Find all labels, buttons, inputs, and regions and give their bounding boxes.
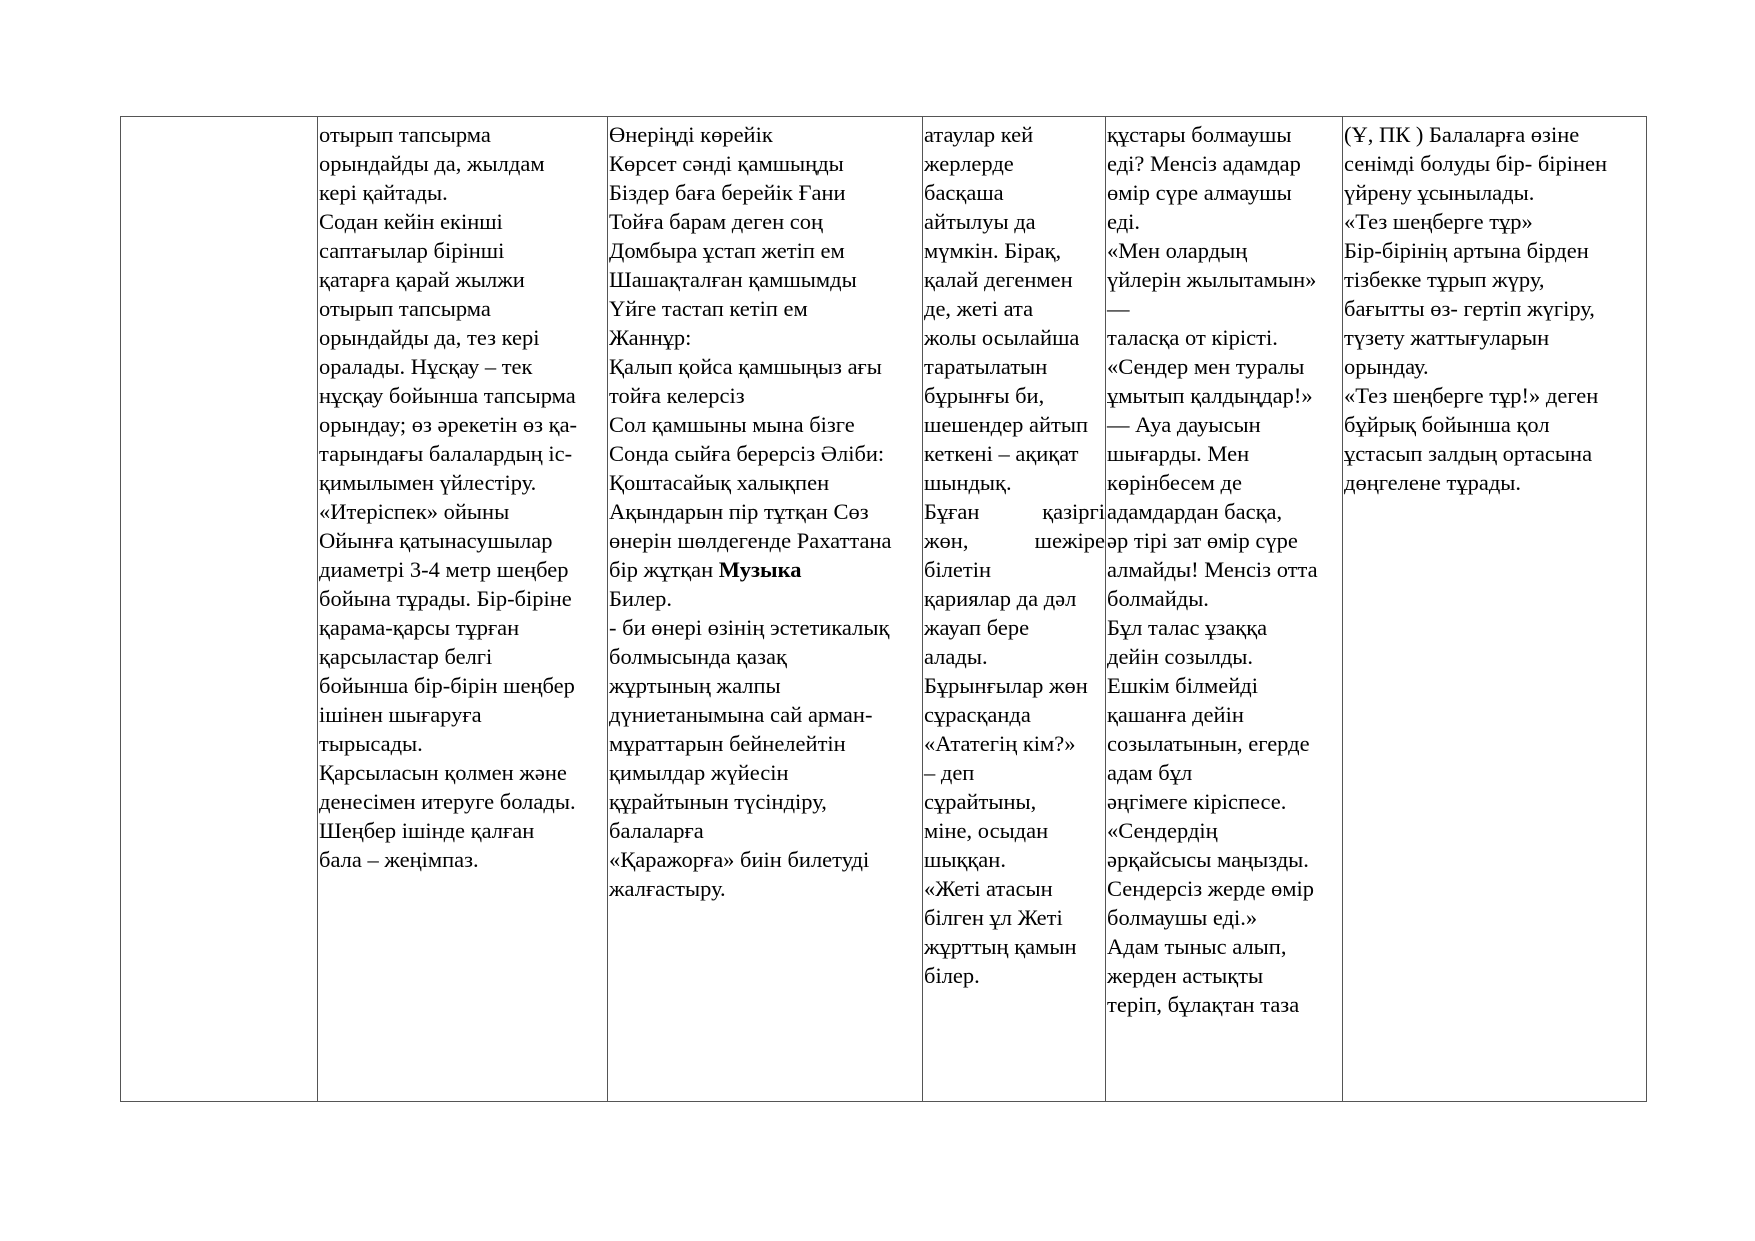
- text-line: Шеңбер ішінде қалған: [319, 818, 535, 843]
- cell-col5: [1106, 117, 1343, 1102]
- text-line: Жаннұр:: [609, 325, 692, 350]
- text-line: - би өнері өзінің эстетикалық: [609, 615, 890, 640]
- text-line: айтылуы да: [924, 209, 1036, 234]
- text-line: Көрсет сәнді қамшыңды: [609, 151, 844, 176]
- text-line: жерден астықты: [1107, 963, 1264, 988]
- word: қазіргі: [1042, 499, 1105, 524]
- text-line: Ақындарын пір тұтқан Сөз: [609, 499, 869, 524]
- text-line: Шашақталған қамшымды: [609, 267, 857, 292]
- text-line: атаулар кей: [924, 122, 1034, 147]
- text-line: дүниетанымына сай арман-: [609, 702, 873, 727]
- text-line: жалғастыру.: [609, 876, 726, 901]
- text-line: орындау.: [1344, 354, 1429, 379]
- text-line: тарындағы балалардың іс-: [319, 441, 573, 466]
- cell-col1: [121, 117, 318, 1102]
- text-line: Домбыра ұстап жетіп ем: [609, 238, 845, 263]
- text-line: (Ұ, ПК ) Балаларға өзіне: [1344, 122, 1580, 147]
- text-line: Содан кейін екінші: [319, 209, 503, 234]
- text-line: өмір сүре алмаушы: [1107, 180, 1292, 205]
- text-line: саптағылар бірінші: [319, 238, 505, 263]
- text-line: қарама-қарсы тұрған: [319, 615, 520, 640]
- text-line: қашанға дейін: [1107, 702, 1244, 727]
- text-line: сұрайтыны,: [924, 789, 1037, 814]
- cell-col3: [608, 117, 923, 1102]
- word: жөн,: [924, 528, 969, 553]
- text-line: Сендерсіз жерде өмір: [1107, 876, 1314, 901]
- text-line: — Ауа дауысын: [1107, 412, 1261, 437]
- cell-col6: [1343, 117, 1647, 1102]
- text-line: болмаушы еді.»: [1107, 905, 1258, 930]
- text-line: бойынша бір-бірін шеңбер: [319, 673, 575, 698]
- bold-word: Музыка: [718, 557, 802, 582]
- text-line: шығарды. Мен: [1107, 441, 1250, 466]
- text-line: Ешкім білмейді: [1107, 673, 1259, 698]
- document-table: [120, 116, 1647, 1102]
- text-line: отырып тапсырма: [319, 296, 491, 321]
- text-line: Қарсыласын қолмен және: [319, 760, 567, 785]
- text-line: шындық.: [924, 470, 1012, 495]
- text-line: дейін созылды.: [1107, 644, 1254, 669]
- text-line: әр тірі зат өмір сүре: [1107, 528, 1298, 553]
- text-line: —: [1107, 296, 1130, 321]
- text-line: Сол қамшыны мына бізге: [609, 412, 855, 437]
- table-row: [121, 117, 1647, 1102]
- text-line: еді? Менсіз адамдар: [1107, 151, 1301, 176]
- text-line: бала – жеңімпаз.: [319, 847, 479, 872]
- text-line: «Тез шеңберге тұр»: [1344, 209, 1533, 234]
- text-line: қарсыластар белгі: [319, 644, 493, 669]
- text-line: нұсқау бойынша тапсырма: [319, 383, 576, 408]
- text-line: Тойға барам деген соң: [609, 209, 824, 234]
- text-line: де, жеті ата: [924, 296, 1034, 321]
- text-line: шешендер айтып: [924, 412, 1088, 437]
- text-line: жұрттың қамын: [924, 934, 1077, 959]
- text-line: «Сендердің: [1107, 818, 1218, 843]
- text-line: өнерін шөлдегенде Рахаттана: [609, 528, 892, 553]
- text-line: Бұл талас ұзаққа: [1107, 615, 1268, 640]
- text-line: Билер.: [609, 586, 673, 611]
- text-line: тырысады.: [319, 731, 423, 756]
- text-line: орындайды да, жылдам: [319, 151, 545, 176]
- text-line: болмайды.: [1107, 586, 1209, 611]
- text-line: отырып тапсырма: [319, 122, 491, 147]
- text-line: сұрасқанда: [924, 702, 1031, 727]
- text-line: білген ұл Жеті: [924, 905, 1063, 930]
- text-line: «Сендер мен туралы: [1107, 354, 1305, 379]
- text-line: Ойынға қатынасушылар: [319, 528, 553, 553]
- text-line-with-bold: [609, 555, 922, 584]
- text-line: басқаша: [924, 180, 1004, 205]
- text-line: тізбекке тұрып жүру,: [1344, 267, 1545, 292]
- text-line: ұмытып қалдыңдар!»: [1107, 383, 1313, 408]
- text-line: «Жеті атасын: [924, 876, 1053, 901]
- text-line: қимылымен үйлестіру.: [319, 470, 537, 495]
- text-line: Үйге тастап кетіп ем: [609, 296, 808, 321]
- text-line: Қалып қойса қамшыңыз ағы: [609, 354, 882, 379]
- text-line: құстары болмаушы: [1107, 122, 1292, 147]
- text-line: ұстасып залдың ортасына: [1344, 441, 1593, 466]
- text-line: қимылдар жүйесін: [609, 760, 789, 785]
- text-line: таласқа от кірісті.: [1107, 325, 1278, 350]
- text-line: жерлерде: [924, 151, 1014, 176]
- text-line: білер.: [924, 963, 980, 988]
- text-line: Сонда сыйға берерсіз Әліби:: [609, 441, 885, 466]
- text-line: болмысында қазақ: [609, 644, 787, 669]
- text-line: қариялар да дәл: [924, 586, 1077, 611]
- text-line: жолы осылайша: [924, 325, 1080, 350]
- text-line: адамдардан басқа,: [1107, 499, 1283, 524]
- text-line: Адам тыныс алып,: [1107, 934, 1287, 959]
- text-prefix: бір жұтқан: [609, 557, 719, 582]
- text-line: бағытты өз- гертіп жүгіру,: [1344, 296, 1595, 321]
- text-line: тойға келерсіз: [609, 383, 745, 408]
- text-line: «Қаражорға» биін билетуді: [609, 847, 870, 872]
- text-line: алады.: [924, 644, 988, 669]
- text-line: шыққан.: [924, 847, 1006, 872]
- text-line: бұйрық бойынша қол: [1344, 412, 1550, 437]
- text-line: Бір-бірінің артына бірден: [1344, 238, 1589, 263]
- text-line: «Мен олардың: [1107, 238, 1248, 263]
- text-line: қалай дегенмен: [924, 267, 1073, 292]
- text-line: міне, осыдан: [924, 818, 1049, 843]
- text-line: Өнеріңді көрейік: [609, 122, 773, 147]
- text-line: жұртының жалпы: [609, 673, 781, 698]
- text-line: ішінен шығаруға: [319, 702, 482, 727]
- text-line: балаларға: [609, 818, 704, 843]
- text-line: алмайды! Менсіз отта: [1107, 557, 1318, 582]
- justified-line: [924, 526, 1105, 555]
- text-line: көрінбесем де: [1107, 470, 1242, 495]
- justified-line: [924, 497, 1105, 526]
- text-line: жауап бере: [924, 615, 1030, 640]
- text-line: еді.: [1107, 209, 1141, 234]
- text-line: бұрынғы би,: [924, 383, 1045, 408]
- cell-col4: [923, 117, 1106, 1102]
- text-line: оралады. Нұсқау – тек: [319, 354, 533, 379]
- text-line: бойына тұрады. Бір-біріне: [319, 586, 572, 611]
- text-line: құрайтынын түсіндіру,: [609, 789, 827, 814]
- text-line: созылатынын, егерде: [1107, 731, 1310, 756]
- text-line: мүмкін. Бірақ,: [924, 238, 1062, 263]
- cell-col2: [318, 117, 608, 1102]
- text-line: орындайды да, тез кері: [319, 325, 540, 350]
- text-line: диаметрі 3-4 метр шеңбер: [319, 557, 569, 582]
- text-line: адам бұл: [1107, 760, 1193, 785]
- text-line: сенімді болуды бір- бірінен: [1344, 151, 1608, 176]
- text-line: қатарға қарай жылжи: [319, 267, 525, 292]
- text-line: Қоштасайық халықпен: [609, 470, 830, 495]
- word: шежіре: [1034, 528, 1105, 553]
- text-line: үйлерін жылытамын»: [1107, 267, 1317, 292]
- text-line: әңгімеге кіріспесе.: [1107, 789, 1287, 814]
- text-line: «Итеріспек» ойыны: [319, 499, 510, 524]
- text-line: таратылатын: [924, 354, 1048, 379]
- text-line: әрқайсысы маңызды.: [1107, 847, 1309, 872]
- text-line: «Тез шеңберге тұр!» деген: [1344, 383, 1599, 408]
- text-line: орындау; өз әрекетін өз қа-: [319, 412, 578, 437]
- text-line: үйрену ұсынылады.: [1344, 180, 1535, 205]
- text-line: түзету жаттығуларын: [1344, 325, 1550, 350]
- text-line: денесімен итеруге болады.: [319, 789, 576, 814]
- text-line: кері қайтады.: [319, 180, 448, 205]
- text-line: кеткені – ақиқат: [924, 441, 1079, 466]
- text-line: «Ататегің кім?»: [924, 731, 1076, 756]
- text-line: теріп, бұлақтан таза: [1107, 992, 1300, 1017]
- text-line: білетін: [924, 557, 992, 582]
- text-line: Біздер баға берейік Ғани: [609, 180, 846, 205]
- word: Бұған: [924, 499, 980, 524]
- text-line: Бұрынғылар жөн: [924, 673, 1088, 698]
- text-line: мұраттарын бейнелейтін: [609, 731, 846, 756]
- text-line: – деп: [924, 760, 975, 785]
- text-line: дөңгелене тұрады.: [1344, 470, 1522, 495]
